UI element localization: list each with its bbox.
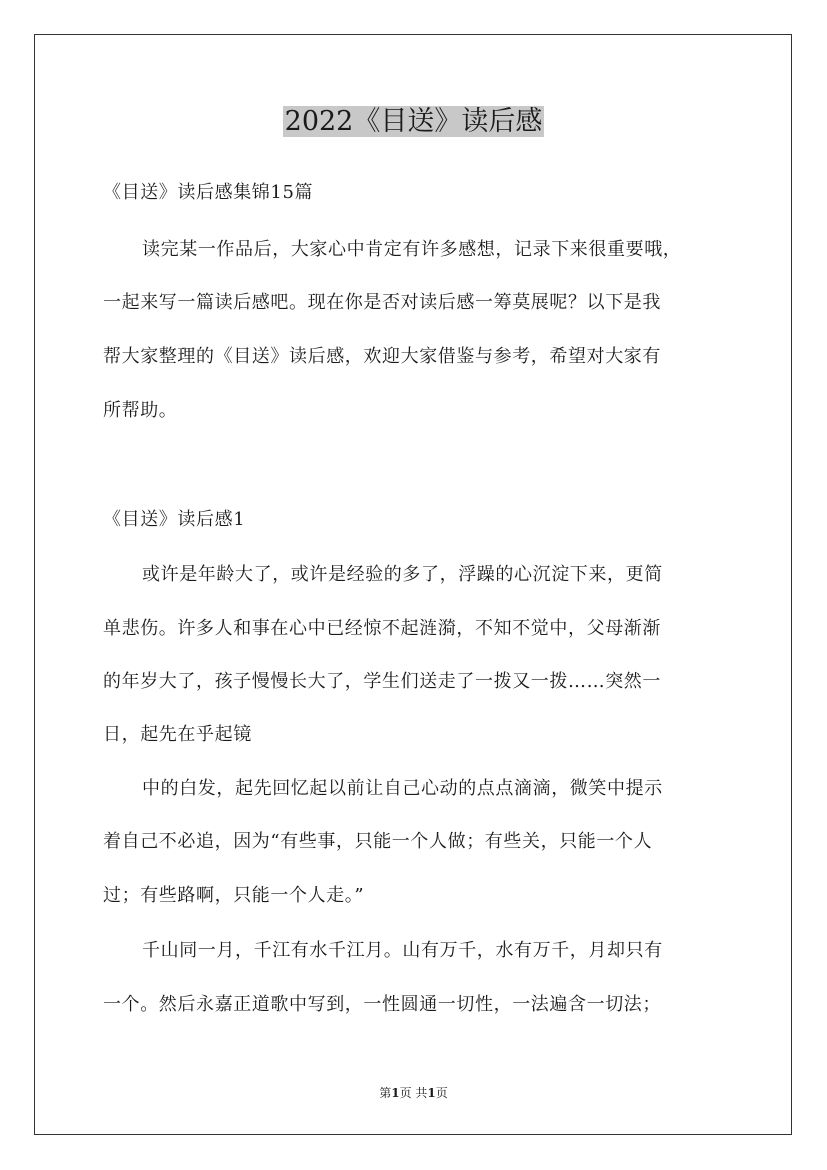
paragraph-line: 日，起先在乎起镜 (103, 724, 252, 745)
paragraph-line: 单悲伤。许多人和事在心中已经惊不起涟漪，不知不觉中，父母渐渐 (103, 618, 661, 639)
title-highlight: 2022《目送》读后感 (284, 106, 543, 137)
intro-line: 读完某一作品后，大家心中肯定有许多感想，记录下来很重要哦， (142, 239, 682, 260)
footer-total-pages: 1 (427, 1086, 436, 1100)
intro-line: 一起来写一篇读后感吧。现在你是否对读后感一筹莫展呢？以下是我 (103, 292, 661, 313)
document-subtitle: 《目送》读后感集锦15篇 (103, 182, 314, 203)
footer-suffix: 页 (435, 1086, 448, 1100)
paragraph-line: 中的白发，起先回忆起以前让自己心动的点点滴滴，微笑中提示 (142, 778, 663, 799)
paragraph-line: 一个。然后永嘉正道歌中写到，一性圆通一切性，一法遍含一切法； (103, 994, 661, 1015)
intro-line: 所帮助。 (103, 400, 178, 421)
paragraph-line: 着自己不必追，因为“有些事，只能一个人做；有些关，只能一个人 (103, 831, 653, 852)
intro-line: 帮大家整理的《目送》读后感，欢迎大家借鉴与参考，希望对大家有 (103, 346, 661, 367)
paragraph-line: 或许是年龄大了，或许是经验的多了，浮躁的心沉淀下来，更简 (142, 564, 663, 585)
document-title (0, 103, 827, 141)
paragraph-line: 的年岁大了，孩子慢慢长大了，学生们送走了一拨又一拨……突然一 (103, 671, 661, 692)
footer-page-number: 1 (391, 1086, 400, 1100)
footer-page-label: 页 共 (399, 1086, 428, 1100)
paragraph-line: 千山同一月，千江有水千江月。山有万千，水有万千，月却只有 (142, 940, 663, 961)
section-heading: 《目送》读后感1 (103, 509, 246, 530)
paragraph-line: 过；有些路啊，只能一个人走。” (103, 885, 365, 906)
page-footer (0, 1085, 827, 1101)
footer-prefix: 第 (379, 1086, 392, 1100)
